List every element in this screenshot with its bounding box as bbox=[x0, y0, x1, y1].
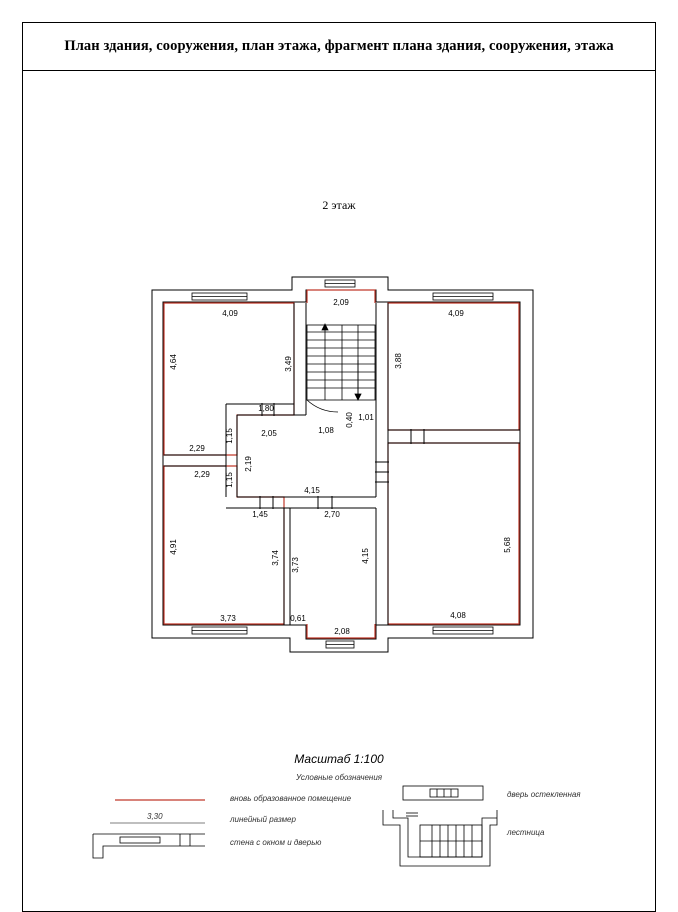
dim-label: 3,74 bbox=[271, 550, 280, 566]
legend-title: Условные обозначения bbox=[295, 773, 383, 782]
legend-stairs-text: лестница bbox=[507, 828, 545, 837]
dim-label: 4,64 bbox=[169, 354, 178, 370]
dim-label: 1,15 bbox=[225, 428, 234, 444]
dim-label: 4,15 bbox=[361, 548, 370, 564]
dim-label: 2,05 bbox=[261, 429, 277, 438]
dim-label: 4,91 bbox=[169, 539, 178, 555]
document-title: План здания, сооружения, план этажа, фрагмент плана здания, сооружения, этажа bbox=[23, 23, 655, 71]
dim-label: 2,70 bbox=[324, 510, 340, 519]
dim-label: 4,09 bbox=[448, 309, 464, 318]
dim-label: 2,08 bbox=[334, 627, 350, 636]
dim-label: 0,40 bbox=[345, 412, 354, 428]
dim-label: 0,61 bbox=[290, 614, 306, 623]
floor-label: 2 этаж bbox=[322, 198, 356, 212]
legend-new-room-text: вновь образованное помещение bbox=[230, 794, 352, 803]
dim-label: 4,09 bbox=[222, 309, 238, 318]
dim-label: 3,73 bbox=[220, 614, 236, 623]
outer-walls bbox=[152, 277, 533, 652]
dim-label: 2,09 bbox=[333, 298, 349, 307]
dim-label: 1,01 bbox=[358, 413, 374, 422]
dim-label: 2,19 bbox=[244, 456, 253, 472]
dim-label: 1,15 bbox=[225, 472, 234, 488]
new-room-outlines bbox=[164, 290, 519, 638]
dimension-labels bbox=[169, 298, 512, 636]
dim-label: 5,68 bbox=[503, 537, 512, 553]
door-markers bbox=[260, 403, 424, 509]
dim-label: 3,73 bbox=[291, 557, 300, 573]
dim-label: 4,08 bbox=[450, 611, 466, 620]
scale-label: Масштаб 1:100 bbox=[294, 752, 384, 766]
dim-label: 3,88 bbox=[394, 353, 403, 369]
legend-wall-text: стена с окном и дверью bbox=[230, 838, 322, 847]
legend-glazed-door-text: дверь остекленная bbox=[507, 790, 581, 799]
dim-label: 3,49 bbox=[284, 356, 293, 372]
dim-label: 1,08 bbox=[318, 426, 334, 435]
dim-label: 4,15 bbox=[304, 486, 320, 495]
dim-label: 2,29 bbox=[194, 470, 210, 479]
dim-label: 2,29 bbox=[189, 444, 205, 453]
staircase bbox=[307, 324, 375, 412]
dim-label: 1,45 bbox=[252, 510, 268, 519]
legend-linear-size-text: линейный размер bbox=[230, 815, 296, 824]
legend-linear-size-value: 3,30 bbox=[147, 812, 163, 821]
dim-label: 1,80 bbox=[258, 404, 274, 413]
